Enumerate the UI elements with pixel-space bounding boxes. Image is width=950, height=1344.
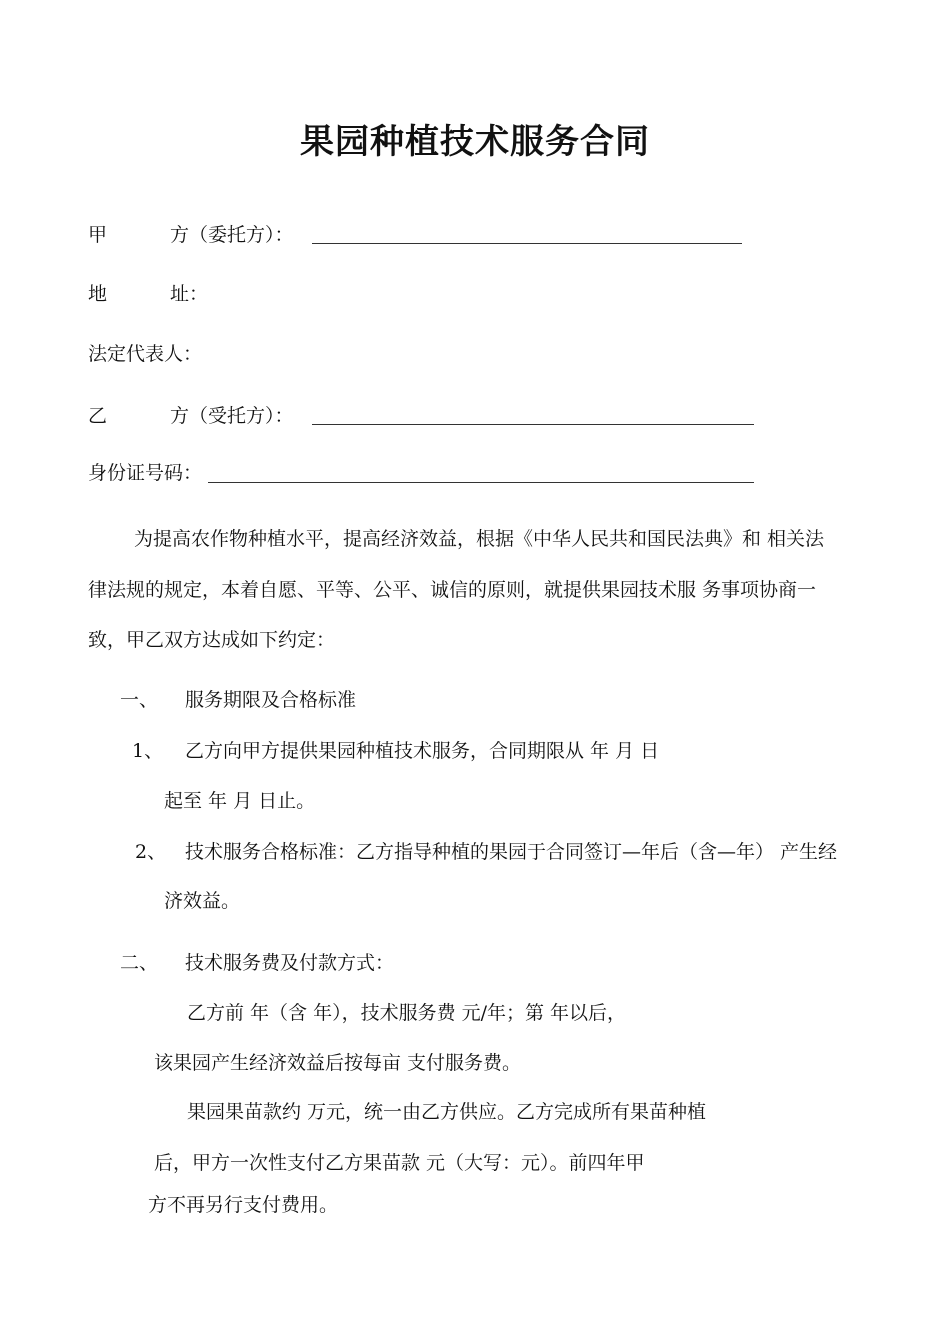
intro-line-1: 为提高农作物种植水平，提高经济效益，根据《中华人民共和国民法典》和 相关法 — [134, 528, 825, 550]
address-label: 址： — [170, 283, 209, 305]
intro-line-3: 致，甲乙双方达成如下约定： — [88, 629, 336, 651]
seedling-paragraph-line-1: 果园果苗款约 万元，统一由乙方供应。乙方完成所有果苗种植 — [187, 1101, 707, 1123]
party-a-label: 方（委托方）： — [170, 224, 294, 246]
item-2-line-2: 济效益。 — [164, 890, 241, 912]
party-b-label: 方（受托方）： — [170, 405, 294, 427]
party-b-label-char: 乙 — [88, 405, 108, 427]
party-b-blank-line — [312, 424, 754, 425]
item-1-line-1: 乙方向甲方提供果园种植技术服务，合同期限从 年 月 日 — [185, 740, 660, 762]
address-label-char: 地 — [88, 283, 108, 305]
item-1-number: 1、 — [132, 740, 164, 762]
seedling-paragraph-line-3: 方不再另行支付费用。 — [148, 1194, 339, 1216]
legal-rep-label: 法定代表人： — [88, 343, 203, 365]
section-1-heading: 服务期限及合格标准 — [185, 689, 357, 711]
item-2-number: 2、 — [135, 841, 167, 863]
intro-line-2: 律法规的规定，本着自愿、平等、公平、诚信的原则，就提供果园技术服 务事项协商一 — [88, 579, 817, 601]
item-1-line-2: 起至 年 月 日止。 — [164, 790, 316, 812]
party-a-label-char: 甲 — [88, 224, 108, 246]
id-number-blank-line — [208, 482, 754, 483]
contract-title: 果园种植技术服务合同 — [300, 122, 650, 162]
seedling-paragraph-line-2: 后，甲方一次性支付乙方果苗款 元（大写：元）。前四年甲 — [154, 1152, 645, 1174]
item-2-line-1: 技术服务合格标准：乙方指导种植的果园于合同签订—年后（含—年） 产生经 — [185, 841, 838, 863]
section-1-number: 一、 — [120, 689, 159, 711]
section-2-number: 二、 — [120, 952, 159, 974]
fee-paragraph-line-2: 该果园产生经济效益后按每亩 支付服务费。 — [154, 1052, 522, 1074]
party-a-blank-line — [312, 243, 742, 244]
id-number-label: 身份证号码： — [88, 462, 203, 484]
section-2-heading: 技术服务费及付款方式： — [185, 952, 395, 974]
fee-paragraph-line-1: 乙方前 年（含 年），技术服务费 元/年；第 年以后， — [187, 1002, 627, 1024]
